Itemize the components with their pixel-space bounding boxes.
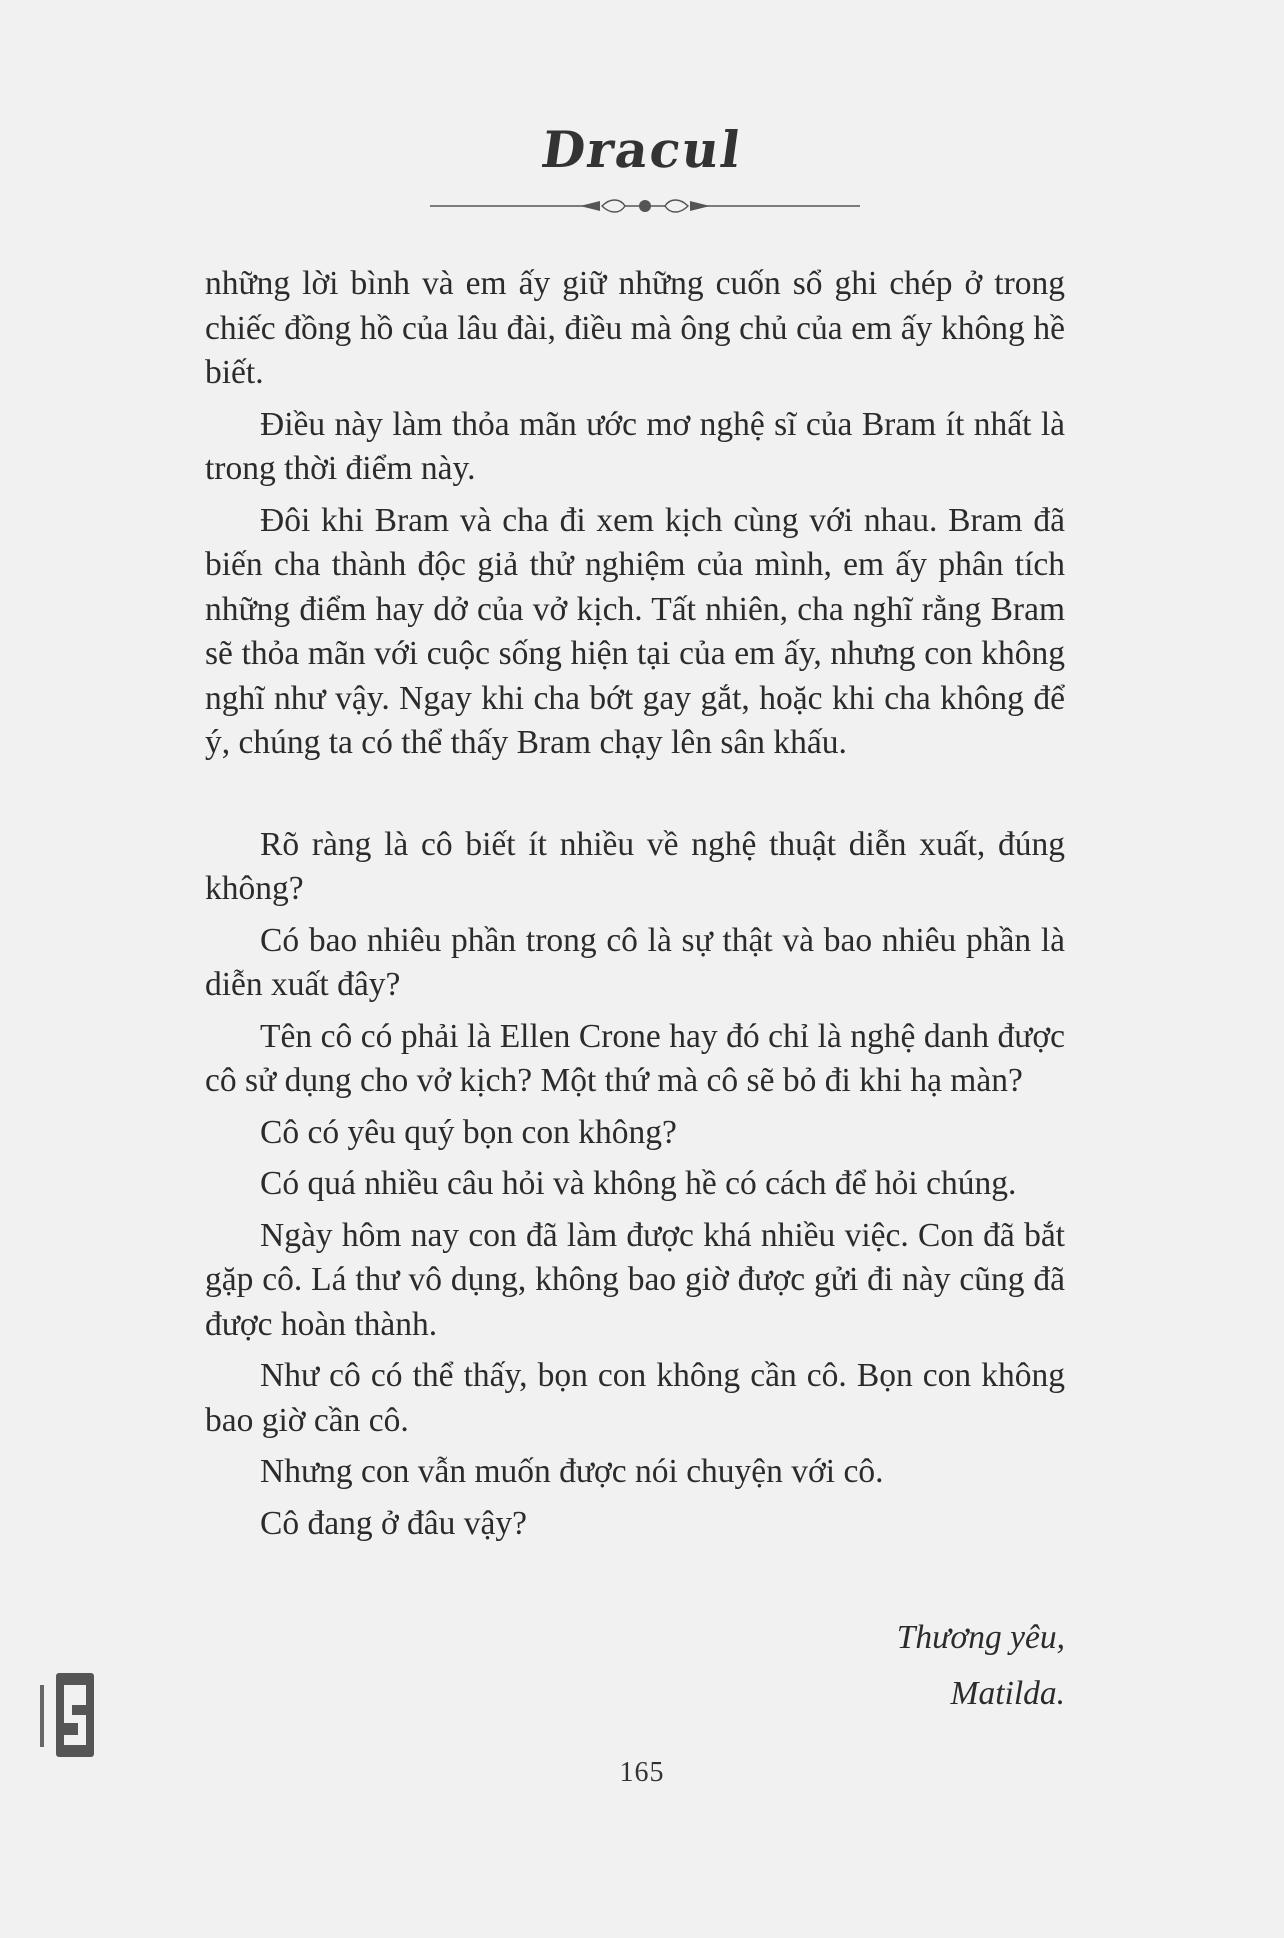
running-header <box>0 120 1284 179</box>
paragraph: Cô đang ở đâu vậy? <box>260 1504 528 1542</box>
publisher-logo-icon <box>34 1665 96 1765</box>
closing-line: Thương yêu, <box>896 1619 1065 1656</box>
paragraph: Nhưng con vẫn muốn được nói chuyện với cô. <box>260 1453 884 1490</box>
paragraph: Điều này làm thỏa mãn ước mơ nghệ sĩ của Bram ít nhất là trong thời điểm này. <box>205 405 1065 487</box>
paragraph: Ngày hôm nay con đã làm được khá nhiều việc. Con đã bắt gặp cô. Lá thư vô dụng, không bao giờ được gửi đi này cũng đã được hoàn thành. <box>205 1216 1065 1343</box>
paragraph: những lời bình và em ấy giữ những cuốn sổ ghi chép ở trong chiếc đồng hồ của lâu đài, điều mà ông chủ của em ấy không hề biết. <box>205 265 1065 391</box>
paragraph: Rõ ràng là cô biết ít nhiều về nghệ thuật diễn xuất, đúng không? <box>205 825 1065 907</box>
page-number: 165 <box>619 1757 665 1788</box>
paragraph: Như cô có thể thấy, bọn con không cần cô. Bọn con không bao giờ cần cô. <box>205 1357 1065 1439</box>
signature-name: Matilda. <box>950 1675 1065 1712</box>
body-text <box>205 262 1065 1553</box>
section-gap <box>205 773 1065 823</box>
ornament-divider-icon <box>430 195 860 217</box>
book-title: Dracul <box>537 120 747 179</box>
paragraph: Tên cô có phải là Ellen Crone hay đó chỉ là nghệ danh được cô sử dụng cho vở kịch? Một thứ mà cô sẽ bỏ đi khi hạ màn? <box>205 1017 1065 1099</box>
paragraph: Cô có yêu quý bọn con không? <box>260 1113 677 1151</box>
paragraph: Có bao nhiêu phần trong cô là sự thật và bao nhiêu phần là diễn xuất đây? <box>205 921 1065 1003</box>
letter-signoff <box>897 1610 1065 1722</box>
paragraph: Có quá nhiều câu hỏi và không hề có cách để hỏi chúng. <box>260 1165 1017 1202</box>
paragraph: Đôi khi Bram và cha đi xem kịch cùng với nhau. Bram đã biến cha thành độc giả thử nghiệm của mình, em ấy phân tích những điểm hay dở của vở kịch. Tất nhiên, cha nghĩ rằng Bram sẽ thỏa mãn với cuộc sống hiện tại của em ấy, nhưng con không nghĩ như vậy. Ngay khi cha bớt gay gắt, hoặc khi cha không để ý, chúng ta có thể thấy Bram chạy lên sân khấu. <box>205 501 1065 761</box>
